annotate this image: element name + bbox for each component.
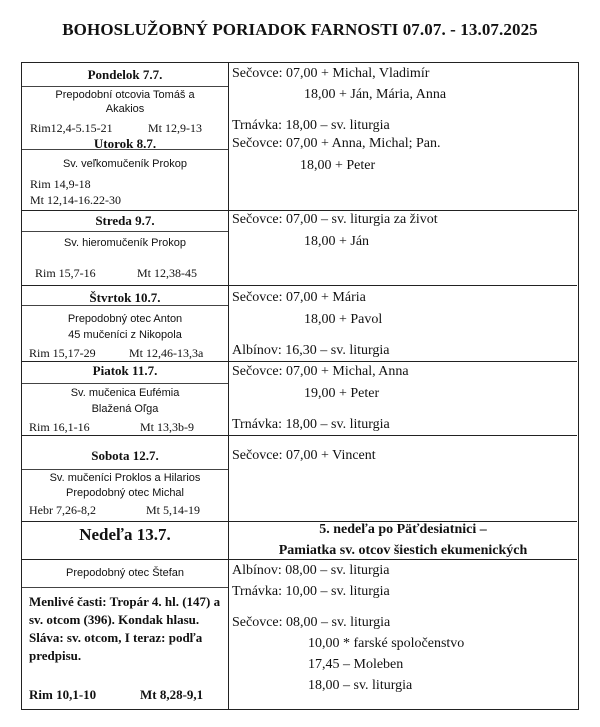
- saint-line: Sv. mučenica Eufémia: [70, 387, 180, 399]
- reading-gospel: Mt 12,38-45: [137, 266, 197, 280]
- day-name: Piatok 11.7.: [92, 363, 158, 378]
- saint-line: Sv. veľkomučeník Prokop: [62, 158, 188, 170]
- saint-line: Sv. hieromučeník Prokop: [63, 237, 187, 249]
- schedule-table: [21, 62, 579, 710]
- mass-line: Sečovce: 07,00 – sv. liturgia za život: [232, 212, 438, 227]
- saint-line: 45 mučeníci z Nikopola: [68, 329, 182, 341]
- variable-parts: Menlivé časti: Tropár 4. hl. (147) a sv. otcom (396). Kondak hlasu. Sláva: sv. otcom, I teraz: podľa predpisu.: [29, 594, 221, 663]
- saint-line: Prepodobný otec Anton: [67, 313, 183, 325]
- sunday-title: Pamiatka sv. otcov šiestich ekumenických: [278, 543, 528, 558]
- row-divider: [22, 285, 577, 286]
- mass-line: 19,00 + Peter: [304, 386, 380, 401]
- mass-line: 18,00 + Pavol: [304, 312, 383, 327]
- cell-divider: [22, 86, 228, 87]
- row-divider: [22, 361, 577, 362]
- mass-line: Albínov: 16,30 – sv. liturgia: [232, 343, 390, 358]
- day-name: Pondelok 7.7.: [87, 67, 163, 82]
- sunday-title: 5. nedeľa po Päťdesiatnici –: [319, 522, 487, 537]
- mass-line: Sečovce: 07,00 + Vincent: [232, 448, 376, 463]
- reading-epistle: Rim12,4-5.15-21: [30, 121, 113, 135]
- saint-line: Sv. mučeníci Proklos a Hilarios: [49, 472, 201, 484]
- day-name: Štvrtok 10.7.: [89, 290, 161, 305]
- cell-divider: [22, 587, 228, 588]
- reading-gospel: Mt 5,14-19: [146, 503, 200, 517]
- reading-epistle: Hebr 7,26-8,2: [29, 503, 96, 517]
- reading-gospel: Mt 12,46-13,3a: [129, 346, 204, 360]
- column-divider: [228, 63, 229, 709]
- mass-line: Sečovce: 07,00 + Michal, Vladimír: [232, 66, 430, 81]
- mass-line: Trnávka: 18,00 – sv. liturgia: [232, 118, 390, 133]
- saint-line: Prepodobný otec Michal: [65, 487, 184, 499]
- reading-epistle: Rim 16,1-16: [29, 420, 90, 434]
- mass-line: Trnávka: 10,00 – sv. liturgia: [232, 584, 390, 599]
- mass-line: 10,00 * farské spoločenstvo: [308, 636, 465, 651]
- mass-line: Sečovce: 08,00 – sv. liturgia: [232, 615, 391, 630]
- mass-line: Sečovce: 07,00 + Michal, Anna: [232, 364, 409, 379]
- mass-line: 18,00 + Ján, Mária, Anna: [304, 87, 447, 102]
- sunday-name: Nedeľa 13.7.: [79, 525, 171, 544]
- reading-gospel: Mt 12,14-16.22-30: [30, 193, 121, 207]
- mass-line: 18,00 + Ján: [304, 234, 370, 249]
- mass-line: 17,45 – Moleben: [308, 657, 404, 672]
- page-title: BOHOSLUŽOBNÝ PORIADOK FARNOSTI 07.07. - 13.07.2025: [62, 20, 538, 39]
- reading-epistle: Rim 14,9-18: [30, 177, 91, 191]
- saint-line: Prepodobný otec Štefan: [65, 567, 185, 579]
- reading-gospel: Mt 13,3b-9: [140, 420, 194, 434]
- day-name: Sobota 12.7.: [91, 448, 159, 463]
- saint-line: Blažená Oľga: [91, 403, 159, 415]
- cell-divider: [22, 469, 228, 470]
- reading-epistle: Rim 10,1-10: [29, 687, 97, 702]
- mass-line: Sečovce: 07,00 + Anna, Michal; Pan.: [232, 136, 441, 151]
- day-name: Streda 9.7.: [95, 213, 155, 228]
- reading-epistle: Rim 15,17-29: [29, 346, 96, 360]
- mass-line: 18,00 – sv. liturgia: [308, 678, 413, 693]
- reading-gospel: Mt 8,28-9,1: [140, 687, 204, 702]
- mass-line: Trnávka: 18,00 – sv. liturgia: [232, 417, 390, 432]
- row-divider: [22, 435, 577, 436]
- cell-divider: [22, 231, 228, 232]
- reading-gospel: Mt 12,9-13: [148, 121, 202, 135]
- saint-line: Akakios: [105, 103, 145, 115]
- saint-line: Prepodobní otcovia Tomáš a: [55, 89, 195, 101]
- mass-line: Sečovce: 07,00 + Mária: [232, 290, 366, 305]
- mass-line: Albínov: 08,00 – sv. liturgia: [232, 563, 390, 578]
- day-name: Utorok 8.7.: [93, 136, 157, 151]
- cell-divider: [22, 383, 228, 384]
- reading-epistle: Rim 15,7-16: [35, 266, 96, 280]
- mass-line: 18,00 + Peter: [300, 158, 376, 173]
